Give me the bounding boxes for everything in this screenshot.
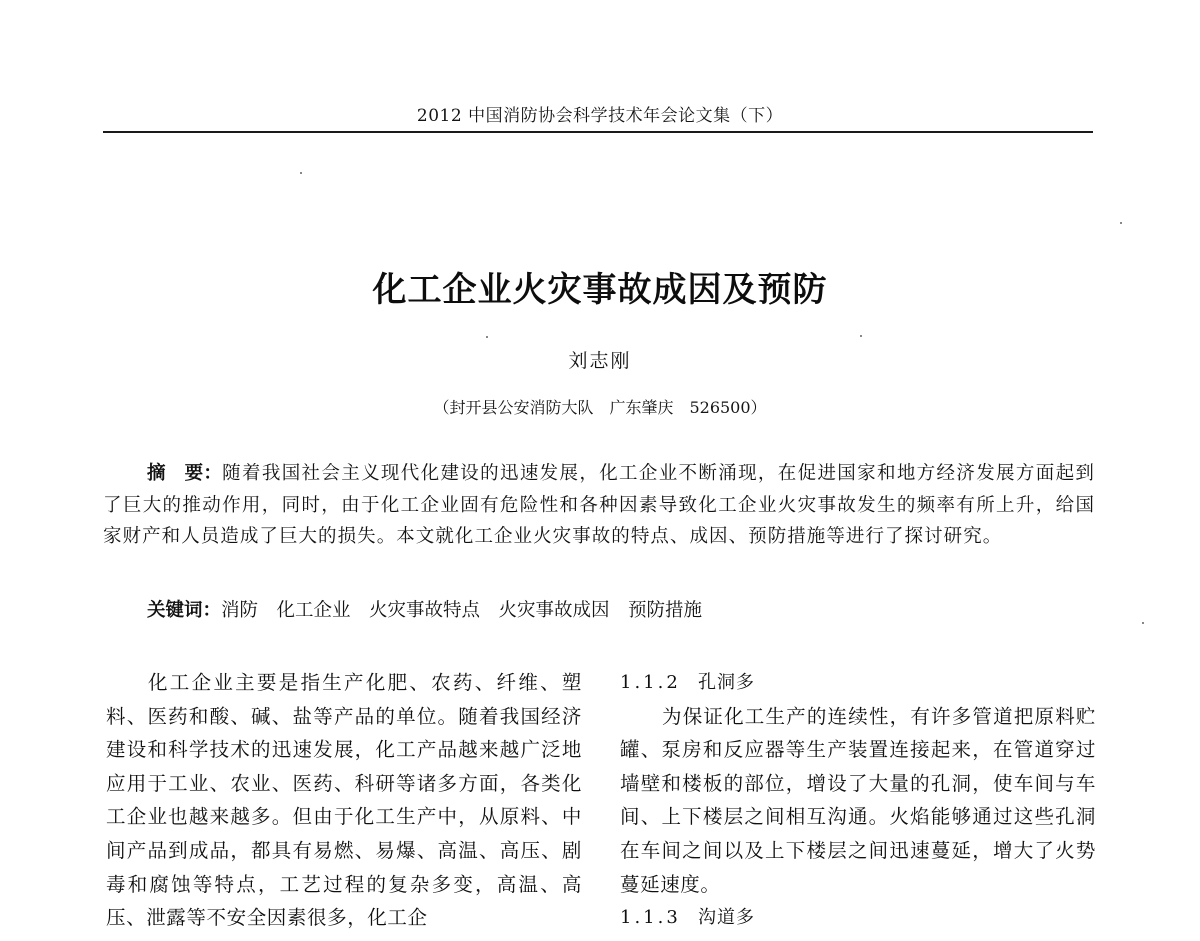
scan-speck: [300, 172, 302, 174]
scan-speck: [486, 336, 488, 338]
abstract-label: 摘 要：: [147, 463, 223, 484]
header-rule: [103, 131, 1093, 133]
section-paragraph-1-1-2: 为保证化工生产的连续性，有许多管道把原料贮罐、泵房和反应器等生产装置连接起来，在管道穿过墙壁和楼板的部位，增设了大量的孔洞，使车间与车间、上下楼层之间相互沟通。火焰能够通过这些孔洞在车间之间以及上下楼层之间迅速蔓延，增大了火势蔓延速度。: [620, 704, 1096, 896]
keywords: [147, 596, 702, 622]
scan-speck: [860, 335, 862, 337]
body-column-left: [106, 666, 582, 935]
scan-speck: [1120, 222, 1122, 224]
keywords-label: 关键词：: [147, 600, 222, 621]
keywords-list: 消防 化工企业 火灾事故特点 火灾事故成因 预防措施: [221, 600, 703, 621]
paper-title: 化工企业火灾事故成因及预防: [372, 270, 828, 310]
running-header: 2012 中国消防协会科学技术年会论文集（下）: [416, 106, 784, 126]
section-heading-1-1-2: [620, 666, 1096, 700]
abstract-text: 随着我国社会主义现代化建设的迅速发展，化工企业不断涌现，在促进国家和地方经济发展方面起到了巨大的推动作用，同时，由于化工企业固有危险性和各种因素导致化工企业火灾事故发生的频率有所上升，给国家财产和人员造成了巨大的损失。本文就化工企业火灾事故的特点、成因、预防措施等进行了探讨研究。: [103, 463, 1095, 547]
section-heading-1-1-3: [620, 901, 1096, 935]
abstract: [103, 458, 1095, 553]
intro-paragraph: 化工企业主要是指生产化肥、农药、纤维、塑料、医药和酸、碱、盐等产品的单位。随着我国经济建设和科学技术的迅速发展，化工产品越来越广泛地应用于工业、农业、医药、科研等诸多方面，各类化工企业也越来越多。但由于化工生产中，从原料、中间产品到成品，都具有易燃、易爆、高温、高压、剧毒和腐蚀等特点，工艺过程的复杂多变，高温、高压、泄露等不安全因素很多，化工企: [106, 671, 582, 930]
scan-speck: [1142, 622, 1144, 624]
author-affiliation: （封开县公安消防大队 广东肇庆 526500）: [433, 398, 767, 417]
section-title: 孔洞多: [698, 672, 755, 693]
author-name: 刘志刚: [568, 350, 632, 372]
body-column-right: [620, 666, 1096, 935]
abstract-paragraph: [103, 458, 1095, 553]
section-title: 沟道多: [698, 907, 755, 929]
section-number: 1.1.2: [620, 672, 681, 693]
section-number: 1.1.3: [620, 907, 681, 929]
